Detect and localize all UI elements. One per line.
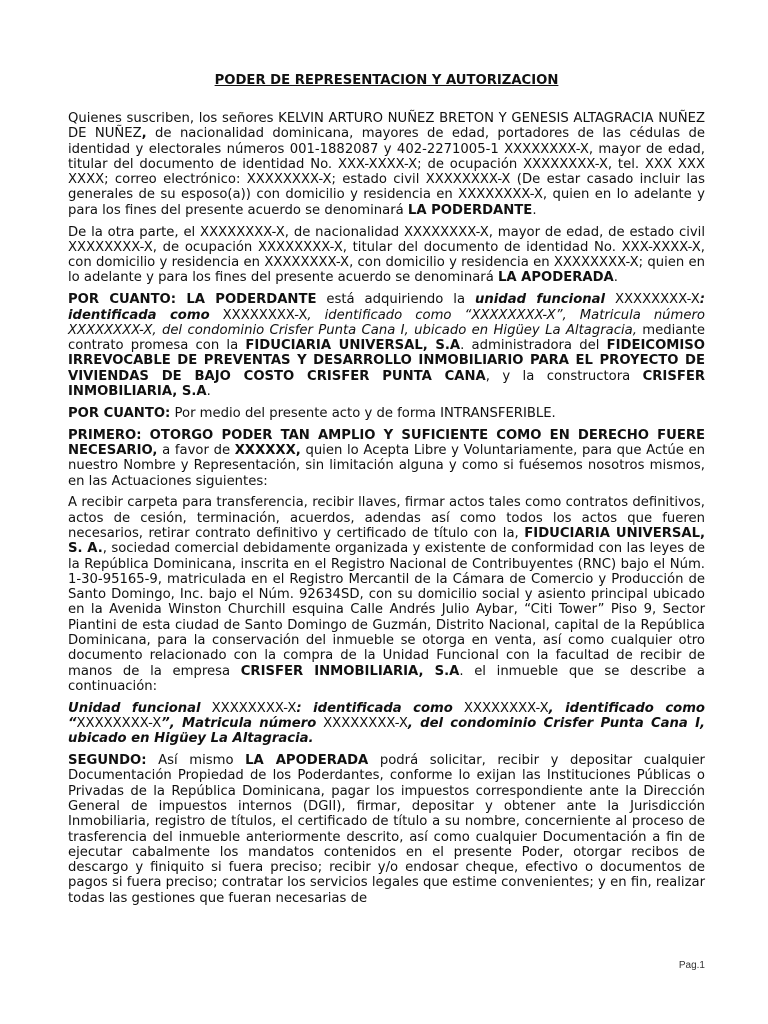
italic-text: : identificada como (296, 700, 453, 716)
text: . (206, 384, 211, 400)
text: . el inmueble que se describe a continuación: (68, 663, 705, 694)
bold-text: LA APODERADA (245, 753, 369, 769)
bold-text: FIDUCIARIA UNIVERSAL, S.A (245, 338, 461, 354)
paragraph-segundo (68, 753, 705, 906)
paragraph-primero (68, 428, 705, 489)
bold-text: SEGUNDO: (68, 753, 147, 769)
bold-text: FIDUCIARIA UNIVERSAL, S. A. (68, 525, 706, 557)
italic-text: Unidad funcional (68, 700, 201, 716)
italic-text: ”, Matricula número (161, 715, 317, 731)
italic-text: , identificado como “ (68, 700, 705, 731)
italic-text: unidad funcional (474, 292, 606, 308)
bold-text: PRIMERO: OTORGO PODER TAN AMPLIO Y SUFICIENTE COMO EN DERECHO FUERE NECESARIO, (68, 427, 705, 458)
text: , sociedad comercial debidamente organizada y existente de conformidad con las leyes de la República Dominicana, inscrita en el Registro Nacional de Contribuyentes (RNC) bajo el Núm. 1-30-95165-9, matriculada en el Registro Mercantil de la Cámara de Comercio y Producción de Santo Domingo, Inc. bajo el Núm. 92634SD, con su domicilio social y asiento principal ubicado en la Avenida Winston Churchill esquina Calle Andrés Julio Aybar, “Citi Tower” Piso 9, Sector Piantini de esta ciudad de Santo Domingo de Guzmán, Distrito Nacional, capital de la República Dominicana, para la conservación del inmueble se otorga en venta, así como cualquier otro documento relacionado con la compra de la Unidad Funcional con la facultad de recibir de manos de la empresa (68, 541, 705, 679)
bold-italic-text (475, 292, 605, 307)
text: XXXXXXXX-X (605, 292, 700, 308)
text: XXXXXXXX-X (76, 715, 162, 731)
text: quien lo Acepta Libre y Voluntariamente, para que Actúe en nuestro Nombre y Representación, sin limitación alguna y como si fuésemos nosotros mismos, en las Actuaciones siguientes: (68, 442, 705, 489)
text: podrá solicitar, recibir y depositar cualquier Documentación Propiedad de los Poderdantes, conforme lo exijan las Instituciones Públicas o Privadas de la República Dominicana, pagar los impuestos correspondiente ante la Dirección General de impuestos internos (DGII), firmar, depositar y obtener ante la Jurisdicción Inmobiliaria, registro de títulos, el certificado de título a su nombre, concerniente al proceso de trasferencia del inmueble anteriormente descrito, así como cualquier Documentación a fin de ejecutar cabalmente los mandatos contenidos en el presente Poder, otorgar recibos de descargo y finiquito si fuera preciso; recibir y/o endosar cheque, efectivo o documentos de pagos si fuera preciso; contratar los servicios legales que estime convenientes; y en fin, realizar todas las gestiones que fueran necesarias de (68, 753, 705, 906)
page-number: Pag.1 (678, 960, 705, 971)
italic-text: , identificado como “XXXXXXXX-X”, Matricula número XXXXXXXX-X, del condominio Crisfer Punta Cana I, ubicado en Higüey La Altagracia, (68, 307, 705, 338)
paragraph-por-cuanto-2 (68, 406, 705, 421)
text: Quienes suscriben, los señores KELVIN ARTURO NUÑEZ BRETON Y GENESIS ALTAGRACIA NUÑEZ DE NUÑEZ (68, 111, 705, 142)
italic-text: : identificada como (68, 292, 706, 323)
bold-text: POR CUANTO: (68, 405, 171, 421)
text: , y la constructora (485, 368, 643, 384)
italic-text: , del condominio Crisfer Punta Cana I, ubicado en Higüey La Altagracia. (68, 715, 705, 747)
text: mediante contrato promesa con la (68, 322, 705, 354)
text: . administradora del (460, 338, 607, 354)
bold-text: CRISFER INMOBILIARIA, S.A (68, 368, 706, 400)
text: XXXXXXXX-X (452, 700, 549, 716)
bold-text: LA PODERDANTE (407, 202, 533, 218)
text: Así mismo (146, 753, 246, 769)
paragraph-poderdante (68, 111, 705, 218)
bold-text: XXXXXX, (234, 442, 301, 458)
paragraph-unidad-funcional (68, 701, 705, 747)
bold-text: POR CUANTO: LA PODERDANTE (68, 292, 317, 308)
text: XXXXXXXX-X (200, 700, 297, 716)
paragraph-por-cuanto-1 (68, 292, 705, 399)
text: XXXXXXXX-X (316, 715, 408, 731)
text: A recibir carpeta para transferencia, recibir llaves, firmar actos tales como contratos definitivos, actos de cesión, terminación, acuerdos, adendas así como todos los actos que fueren necesarios, retirar contrato definitivo y certificado de título con la, (68, 495, 705, 541)
text: XXXXXXXX-X (209, 307, 308, 323)
bold-text: FIDEICOMISO IRREVOCABLE DE PREVENTAS Y DESARROLLO INMOBILIARIO PARA EL PROYECTO DE VIVIENDAS DE BAJO COSTO CRISFER PUNTA CANA (68, 338, 706, 384)
text: está adquiriendo la (316, 292, 475, 308)
document-title: PODER DE REPRESENTACION Y AUTORIZACION (214, 73, 559, 88)
text: a favor de (157, 442, 235, 458)
text: De la otra parte, el XXXXXXXX-X, de nacionalidad XXXXXXXX-X, mayor de edad, de estado civil XXXXXXXX-X, de ocupación XXXXXXXX-X, titular del documento de identidad No. XXX-XXXX-X, con domicilio y residencia en XXXXXXXX-X, con domicilio y residencia en XXXXXXXX-X; quien en lo adelante y para los fines del presente acuerdo se denominará (68, 224, 705, 286)
bold-italic-text (68, 701, 201, 716)
document-body (68, 111, 705, 906)
text: Por medio del presente acto y de forma INTRANSFERIBLE. (170, 405, 556, 421)
text: . (613, 270, 618, 286)
text: de nacionalidad dominicana, mayores de edad, portadores de las cédulas de identidad y electorales números 001-1882087 y 402-2271005-1 XXXXXXXX-X, mayor de edad, titular del documento de identidad No. XXX-XXXX-X; de ocupación XXXXXXXX-X, tel. XXX XXX XXXX; correo electrónico: XXXXXXXX-X; estado civil XXXXXXXX-X (De estar casado incluir las generales de su esposo(a)) con domicilio y residencia en XXXXXXXX-X, quien en lo adelante y para los fines del presente acuerdo se denominará (68, 126, 705, 218)
text: . (532, 202, 537, 218)
bold-text: CRISFER INMOBILIARIA, S.A (240, 663, 460, 679)
paragraph-actuaciones (68, 495, 705, 694)
bold-italic-text (296, 701, 452, 716)
paragraph-apoderada (68, 225, 705, 286)
bold-text: , (141, 126, 147, 142)
bold-italic-text (161, 716, 316, 731)
bold-text: LA APODERADA (497, 270, 614, 286)
